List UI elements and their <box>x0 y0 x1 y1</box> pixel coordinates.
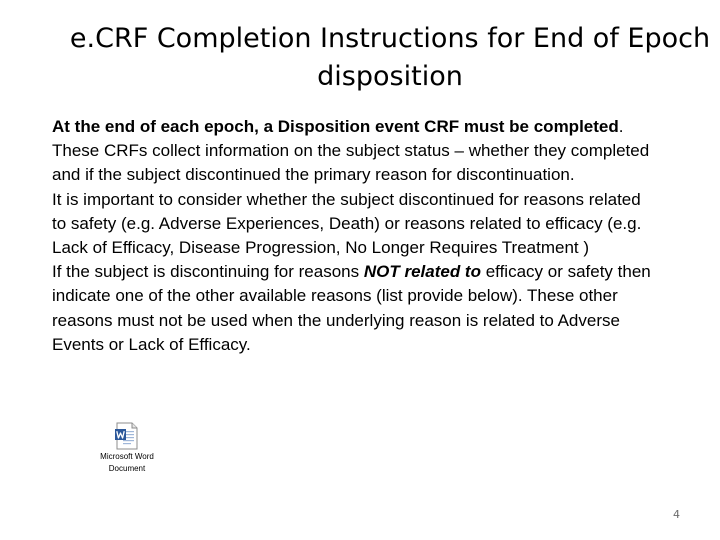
paragraph-other-reasons <box>52 260 652 357</box>
body-text <box>52 115 652 357</box>
word-document-icon <box>114 422 140 450</box>
intro-rest-text: These CRFs collect information on the subject status – whether they completed and if the subject discontinued the primary reason for discontinuation. <box>52 141 650 185</box>
attachment-label-line-2: Document <box>108 463 146 473</box>
intro-period: . <box>618 117 624 136</box>
intro-bold-text: At the end of each epoch, a Disposition event CRF must be completed <box>52 117 619 136</box>
other-reasons-start: If the subject is discontinuing for reasons <box>52 262 364 282</box>
attachment-label-line-1: Microsoft Word <box>100 452 154 461</box>
page-number: 4 <box>673 508 680 521</box>
slide-title-line-2: disposition <box>317 61 463 92</box>
paragraph-disposition-intro <box>52 115 652 188</box>
embedded-word-document[interactable] <box>88 422 166 473</box>
paragraph-safety-efficacy: It is important to consider whether the subject discontinued for reasons related to safety (e.g. Adverse Experiences, Death) or reasons related to efficacy (e.g. Lack of Efficacy, Disease Progression, No Longer Requires Treatment ) <box>52 189 642 258</box>
slide-title <box>40 20 720 96</box>
slide-title-line-1: e.CRF Completion Instructions for End of Epoch <box>69 23 711 54</box>
other-reasons-rest: efficacy or safety then indicate one of the other available reasons (list provide below). These other reasons must not be used when the underlying reason is related to Adverse Events or Lack of Efficacy. <box>52 262 651 354</box>
not-related-emphasis: NOT related to <box>363 262 481 282</box>
